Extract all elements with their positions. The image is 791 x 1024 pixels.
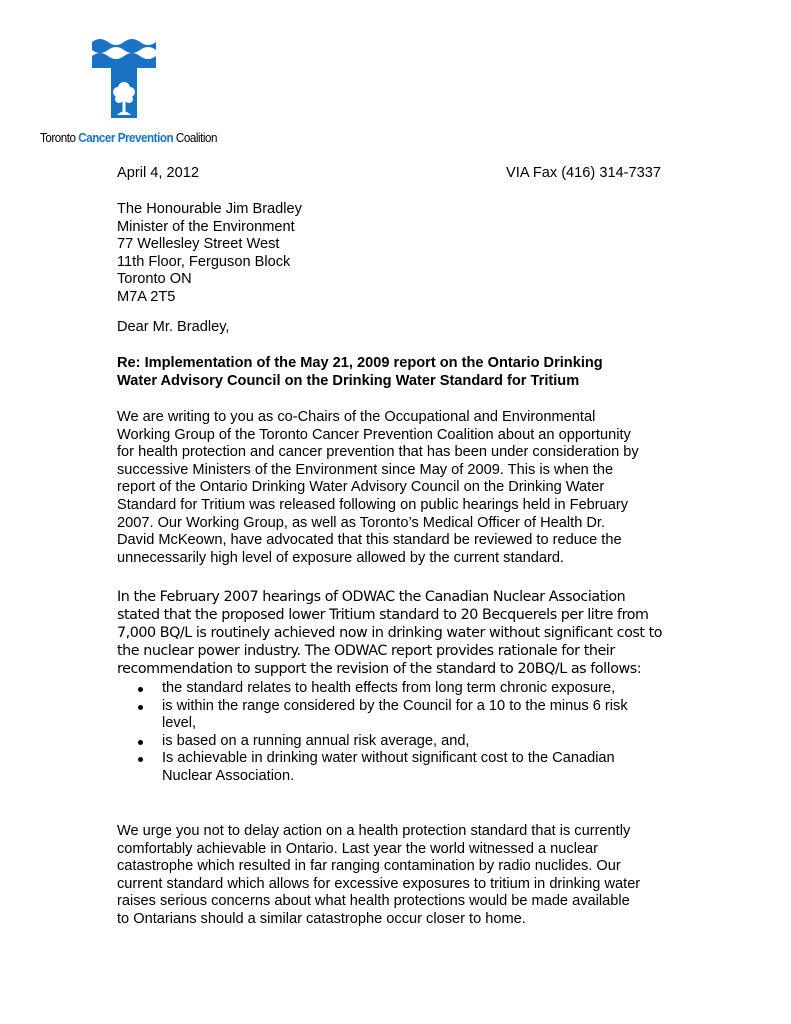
text-line: comfortably achievable in Ontario. Last year the world witnessed a nuclear	[117, 840, 599, 857]
list-item	[117, 750, 628, 785]
text-line: catastrophe which resulted in far ranging contamination by radio nuclides. Our	[117, 858, 621, 875]
text-line: to Ontarians should a similar catastrophe occur closer to home.	[117, 910, 526, 927]
paragraph-intro	[117, 409, 639, 567]
bullet-icon	[138, 687, 143, 692]
paragraph-hearings	[117, 589, 662, 679]
text-line: current standard which allows for excessive exposures to tritium in drinking water	[117, 875, 641, 892]
address-line: 11th Floor, Ferguson Block	[117, 253, 291, 270]
text-line: Standard for Tritium was released following on public hearings held in February	[117, 496, 629, 513]
text-line: David McKeown, have advocated that this standard be reviewed to reduce the	[117, 532, 622, 549]
subject-line	[117, 355, 677, 390]
letter-date: April 4, 2012	[117, 165, 199, 181]
bullet-icon	[138, 757, 143, 762]
address-line: Toronto ON	[117, 271, 192, 288]
address-line: Minister of the Environment	[117, 218, 295, 235]
fax-number: VIA Fax (416) 314-7337	[506, 165, 661, 181]
org-name-suffix: Coalition	[175, 131, 217, 145]
list-item	[117, 680, 628, 698]
text-line: unnecessarily high level of exposure allowed by the current standard.	[117, 549, 564, 566]
text-line: We are writing to you as co-Chairs of the Occupational and Environmental	[117, 409, 596, 425]
bullet-icon	[138, 740, 143, 745]
recipient-address	[117, 201, 302, 307]
org-name-accent: Cancer Prevention	[78, 131, 174, 145]
tcpc-logo-icon	[90, 36, 158, 120]
address-line: The Honourable Jim Bradley	[117, 201, 302, 217]
text-line: successive Ministers of the Environment since May of 2009. This is when the	[117, 461, 614, 478]
bullet-icon	[138, 705, 143, 710]
salutation: Dear Mr. Bradley,	[117, 319, 230, 335]
date-line	[117, 165, 661, 183]
list-item-text: Nuclear Association.	[162, 767, 295, 784]
logo-wave-bottom	[92, 53, 156, 68]
address-line: 77 Wellesley Street West	[117, 236, 280, 253]
logo-wave-top	[92, 39, 156, 53]
subject-text: Re: Implementation of the May 21, 2009 report on the Ontario Drinking	[117, 355, 603, 371]
text-line: for health protection and cancer prevention that has been under consideration by	[117, 444, 639, 461]
paragraph-urge	[117, 823, 640, 929]
text-line: Working Group of the Toronto Cancer Prevention Coalition about an opportunity	[117, 426, 631, 443]
list-item-text: the standard relates to health effects from long term chronic exposure,	[162, 680, 616, 696]
org-name-prefix: Toronto	[40, 131, 76, 145]
text-line: We urge you not to delay action on a health protection standard that is currently	[117, 823, 631, 839]
text-line: the nuclear power industry. The ODWAC report provides rationale for their	[117, 643, 615, 659]
text-line: report of the Ontario Drinking Water Advisory Council on the Drinking Water	[117, 479, 605, 496]
subject-text: Water Advisory Council on the Drinking Water Standard for Tritium	[117, 372, 580, 389]
list-item	[117, 733, 628, 751]
list-item-text: level,	[162, 715, 197, 732]
rationale-list	[117, 680, 628, 786]
list-item	[117, 698, 628, 733]
text-line: raises serious concerns about what health protections would be made available	[117, 893, 630, 910]
text-line: In the February 2007 hearings of ODWAC the Canadian Nuclear Association	[117, 589, 626, 605]
text-line: 7,000 BQ/L is routinely achieved now in drinking water without significant cost to	[117, 625, 663, 641]
list-item-text: Is achievable in drinking water without significant cost to the Canadian	[162, 750, 615, 767]
organization-name	[40, 131, 217, 145]
list-item-text: is based on a running annual risk average, and,	[162, 732, 470, 749]
text-line: recommendation to support the revision of the standard to 20BQ/L as follows:	[117, 661, 642, 677]
text-line: 2007. Our Working Group, as well as Toronto’s Medical Officer of Health Dr.	[117, 514, 606, 531]
text-line: stated that the proposed lower Tritium standard to 20 Becquerels per litre from	[117, 607, 649, 623]
list-item-text: is within the range considered by the Council for a 10 to the minus 6 risk	[162, 697, 628, 714]
address-line: M7A 2T5	[117, 288, 176, 305]
